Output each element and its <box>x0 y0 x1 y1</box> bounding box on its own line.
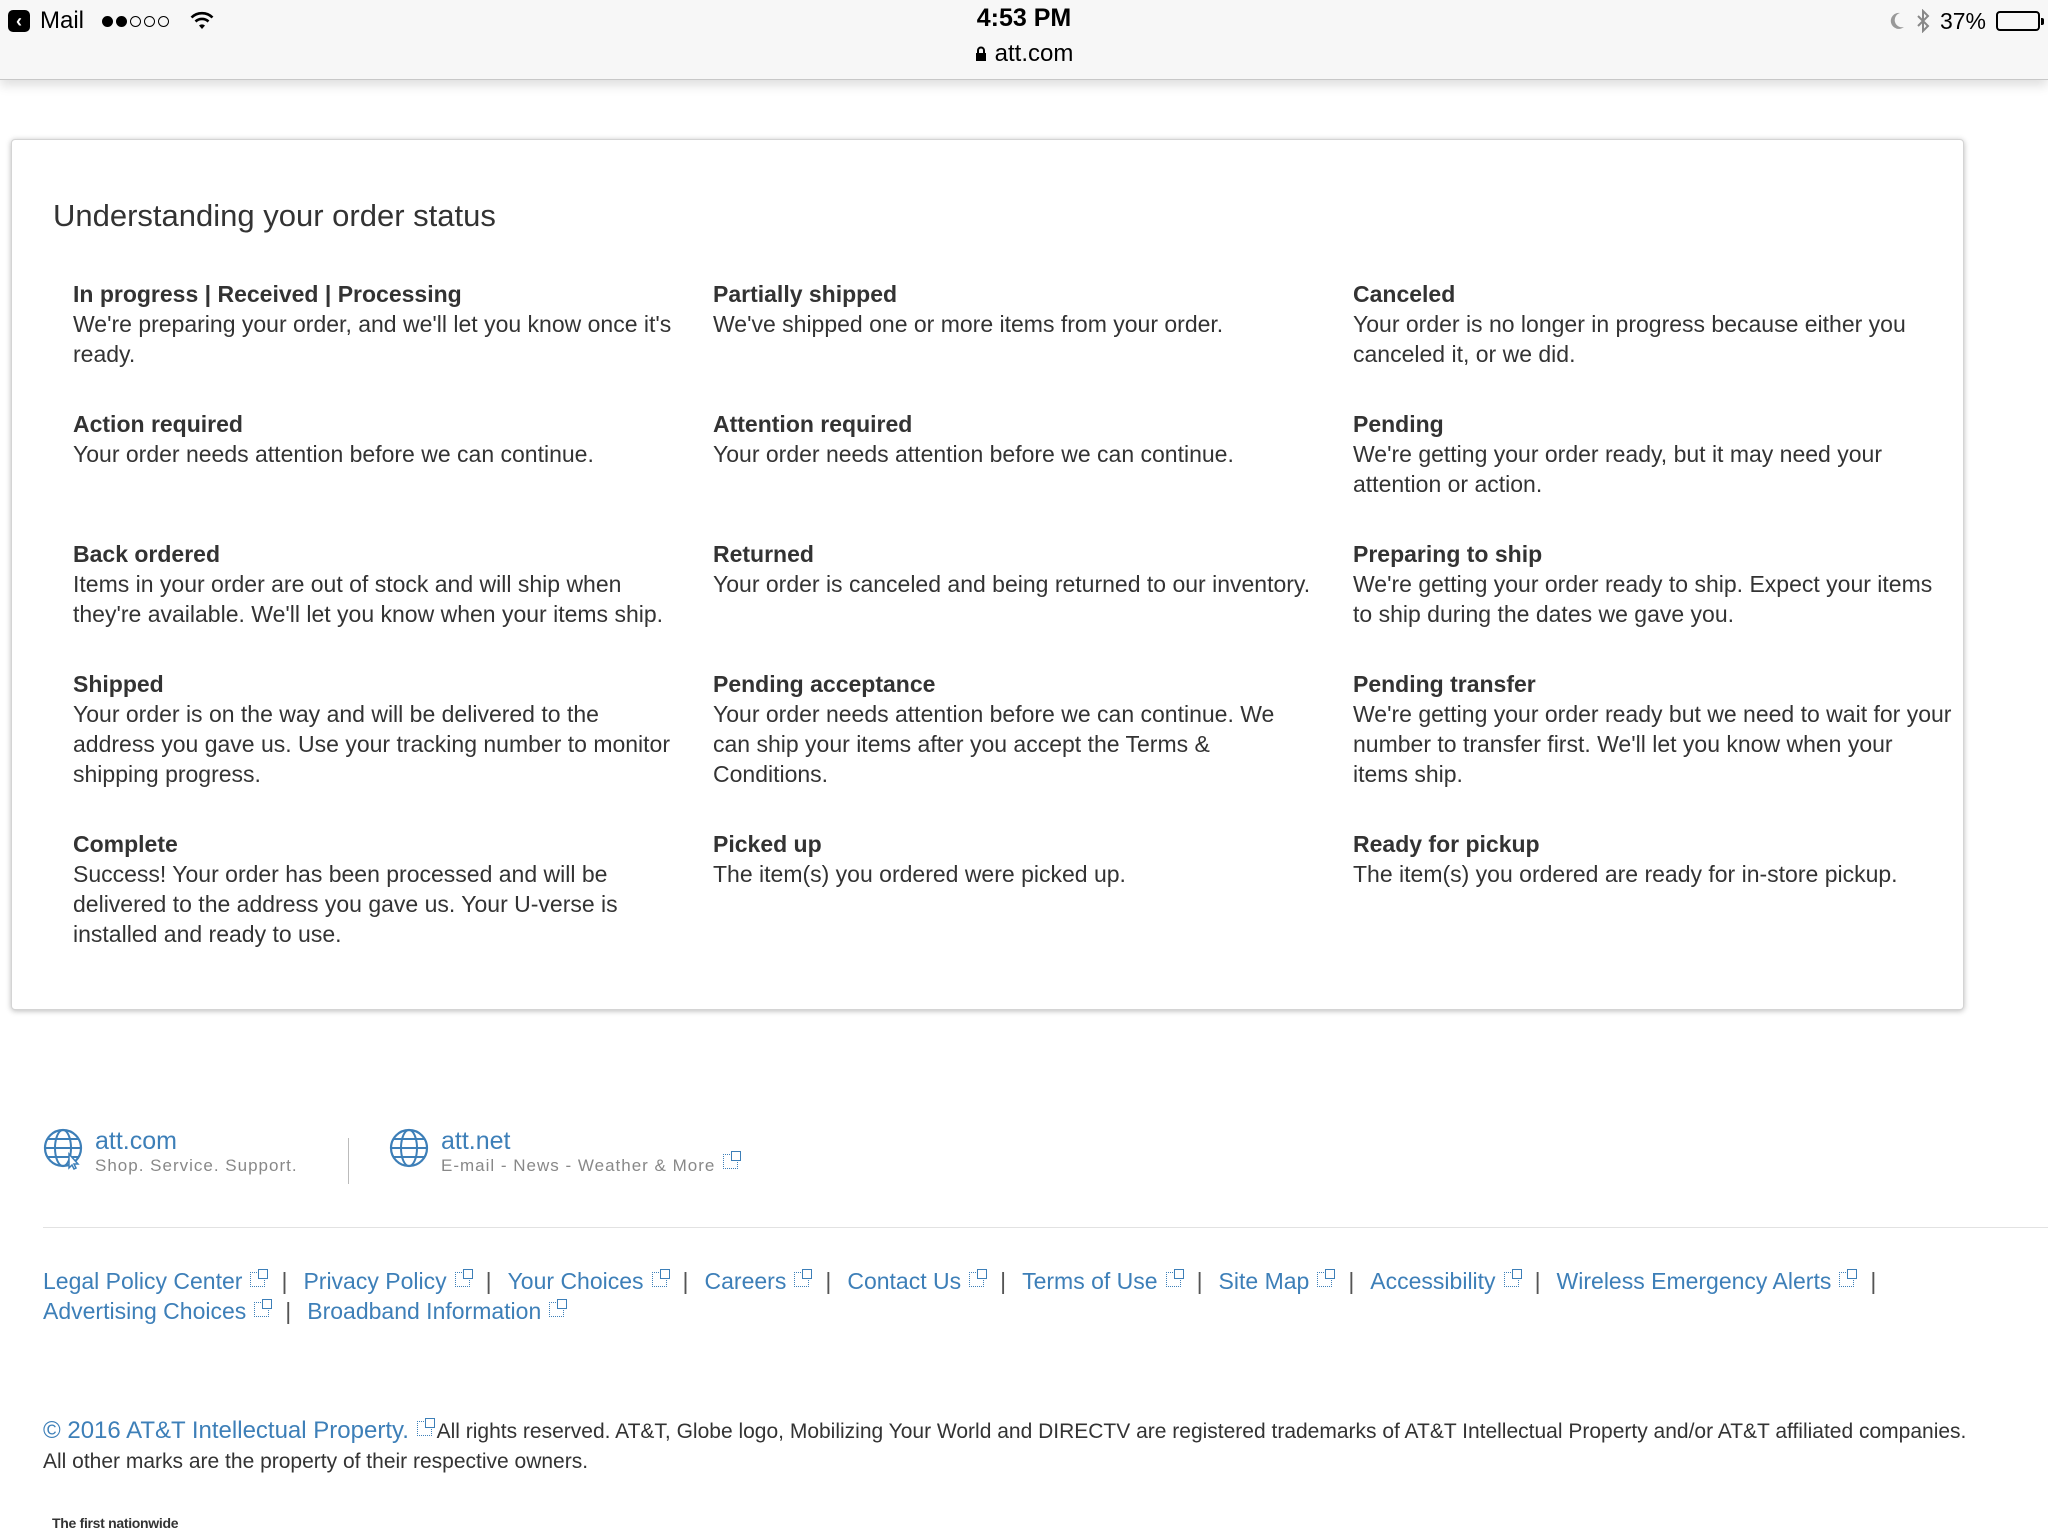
status-name: Pending transfer <box>1353 671 1536 697</box>
external-link-icon <box>455 1272 470 1287</box>
status-description: Success! Your order has been processed and will be delivered to the address you gave us. Your U-verse is installed and ready to use. <box>73 861 618 947</box>
bottom-tagline: The first nationwide <box>52 1515 179 1531</box>
status-item-pending <box>1353 409 1953 499</box>
status-name: Pending acceptance <box>713 671 936 697</box>
link-label[interactable]: Your Choices <box>507 1268 644 1294</box>
status-item-pending-transfer <box>1353 669 1953 789</box>
external-link-icon <box>723 1154 738 1169</box>
globe-icon <box>389 1128 429 1170</box>
status-name: Shipped <box>73 671 164 697</box>
footer-link-advertising-choices[interactable] <box>43 1298 269 1324</box>
external-link-icon <box>1839 1272 1854 1287</box>
status-name: Picked up <box>713 831 822 857</box>
brand-tagline: Shop. Service. Support. <box>95 1156 298 1175</box>
status-item-ready-for-pickup <box>1353 829 1953 889</box>
link-label[interactable]: Contact Us <box>847 1268 962 1294</box>
order-status-card <box>11 139 1964 1010</box>
status-name: Complete <box>73 831 178 857</box>
status-item-picked-up <box>713 829 1313 889</box>
link-separator: | <box>1348 1268 1355 1294</box>
status-description: We're getting your order ready to ship. Expect your items to ship during the dates we gave you. <box>1353 571 1933 627</box>
status-name: Partially shipped <box>713 281 898 307</box>
copyright-text-2: All other marks are the property of their respective owners. <box>43 1450 589 1473</box>
footer-link-your-choices[interactable] <box>508 1268 667 1294</box>
link-separator: | <box>285 1298 292 1324</box>
address-bar[interactable] <box>0 40 2048 68</box>
footer-divider <box>43 1227 2048 1228</box>
link-label[interactable]: Careers <box>704 1268 787 1294</box>
brand-tagline-text: E-mail - News - Weather & More <box>441 1156 716 1175</box>
link-label[interactable]: Legal Policy Center <box>43 1268 243 1294</box>
link-label[interactable]: Accessibility <box>1370 1268 1496 1294</box>
back-app-label[interactable]: Mail <box>40 7 85 34</box>
footer-link-broadband-information[interactable] <box>307 1298 564 1324</box>
status-description: We're getting your order ready but we need to wait for your number to transfer first. We'll let you know when your items ship. <box>1353 701 1952 787</box>
status-item-returned <box>713 539 1313 599</box>
footer-link-site-map[interactable] <box>1219 1268 1333 1294</box>
status-description: Items in your order are out of stock and will ship when they're available. We'll let you know when your items ship. <box>73 571 664 627</box>
status-description: The item(s) you ordered were picked up. <box>713 861 1126 887</box>
copyright-text: All rights reserved. AT&T, Globe logo, Mobilizing Your World and DIRECTV are registered trademarks of AT&T Intellectual Property and/or AT&T affiliated companies. <box>436 1420 1967 1443</box>
status-name: Back ordered <box>73 541 221 567</box>
external-link-icon <box>549 1302 564 1317</box>
link-label[interactable]: Terms of Use <box>1022 1268 1158 1294</box>
status-item-canceled <box>1353 279 1953 369</box>
external-link-icon <box>1317 1272 1332 1287</box>
status-name: Pending <box>1353 411 1444 437</box>
brand-att-com[interactable] <box>43 1128 298 1178</box>
link-separator: | <box>1196 1268 1203 1294</box>
brand-att-net[interactable] <box>389 1128 738 1178</box>
status-item-partially-shipped <box>713 279 1313 339</box>
copyright <box>43 1416 2048 1477</box>
status-description: Your order is on the way and will be delivered to the address you gave us. Use your tracking number to monitor shipping progress. <box>73 701 671 787</box>
brand-tagline <box>441 1154 738 1178</box>
footer-link-terms-of-use[interactable] <box>1022 1268 1180 1294</box>
link-separator: | <box>485 1268 492 1294</box>
status-description: The item(s) you ordered are ready for in-store pickup. <box>1353 861 1898 887</box>
footer-brands <box>43 1128 803 1188</box>
link-separator: | <box>1534 1268 1541 1294</box>
brand-name[interactable]: att.net <box>441 1127 511 1155</box>
status-description: Your order is no longer in progress because either you canceled it, or we did. <box>1353 311 1906 367</box>
link-label[interactable]: Broadband Information <box>307 1298 542 1324</box>
status-item-action-required <box>73 409 673 469</box>
status-name: Ready for pickup <box>1353 831 1540 857</box>
footer-links <box>43 1266 2033 1326</box>
status-name: Action required <box>73 411 243 437</box>
link-separator: | <box>682 1268 689 1294</box>
status-name: In progress | Received | Processing <box>73 281 462 307</box>
external-link-icon <box>969 1272 984 1287</box>
clock: 4:53 PM <box>976 4 1072 32</box>
bluetooth-icon <box>1916 9 1930 33</box>
url-text[interactable]: att.com <box>994 40 1074 67</box>
back-arrow-icon[interactable]: ‹ <box>8 10 30 32</box>
status-description: Your order needs attention before we can continue. We can ship your items after you accept the Terms & Conditions. <box>713 701 1275 787</box>
status-item-in-progress <box>73 279 673 369</box>
link-label[interactable]: Privacy Policy <box>303 1268 447 1294</box>
footer-link-careers[interactable] <box>705 1268 810 1294</box>
external-link-icon <box>1504 1272 1519 1287</box>
card-title: Understanding your order status <box>53 198 496 233</box>
link-label[interactable]: Wireless Emergency Alerts <box>1556 1268 1832 1294</box>
status-name: Preparing to ship <box>1353 541 1543 567</box>
status-item-shipped <box>73 669 673 789</box>
globe-icon <box>43 1128 83 1170</box>
link-label[interactable]: Site Map <box>1218 1268 1310 1294</box>
link-separator: | <box>1870 1268 1877 1294</box>
external-link-icon <box>254 1302 269 1317</box>
footer-link-legal-policy-center[interactable] <box>43 1268 265 1294</box>
status-description: Your order needs attention before we can continue. <box>713 441 1234 467</box>
external-link-icon <box>250 1272 265 1287</box>
browser-status-bar <box>0 0 2048 80</box>
copyright-link[interactable]: © 2016 AT&T Intellectual Property. <box>43 1417 409 1444</box>
link-separator: | <box>825 1268 832 1294</box>
status-item-preparing-to-ship <box>1353 539 1953 629</box>
status-description: We're preparing your order, and we'll let you know once it's ready. <box>73 311 672 367</box>
battery-percent: 37% <box>1939 7 1986 34</box>
status-item-attention-required <box>713 409 1313 469</box>
brand-name[interactable]: att.com <box>95 1127 177 1155</box>
status-name: Canceled <box>1353 281 1456 307</box>
status-item-complete <box>73 829 673 949</box>
status-description: We've shipped one or more items from your order. <box>713 311 1224 337</box>
status-description: Your order needs attention before we can continue. <box>73 441 594 467</box>
footer-link-accessibility[interactable] <box>1370 1268 1518 1294</box>
status-item-pending-acceptance <box>713 669 1313 789</box>
status-name: Attention required <box>713 411 913 437</box>
moon-icon <box>1888 11 1906 31</box>
status-right <box>1888 4 2040 38</box>
link-label[interactable]: Advertising Choices <box>43 1298 247 1324</box>
external-link-icon <box>1166 1272 1181 1287</box>
external-link-icon <box>652 1272 667 1287</box>
status-name: Returned <box>713 541 814 567</box>
link-separator: | <box>281 1268 288 1294</box>
footer-link-contact-us[interactable] <box>847 1268 984 1294</box>
external-link-icon <box>794 1272 809 1287</box>
external-link-icon <box>417 1421 432 1436</box>
status-description: We're getting your order ready, but it may need your attention or action. <box>1353 441 1882 497</box>
status-item-back-ordered <box>73 539 673 629</box>
battery-icon <box>1996 11 2040 31</box>
lock-icon <box>975 46 987 62</box>
link-separator: | <box>1000 1268 1007 1294</box>
status-description: Your order is canceled and being returned to our inventory. <box>713 571 1311 597</box>
footer-link-privacy-policy[interactable] <box>303 1268 469 1294</box>
footer-link-wireless-emergency-alerts[interactable] <box>1557 1268 1855 1294</box>
brand-divider <box>348 1138 349 1184</box>
